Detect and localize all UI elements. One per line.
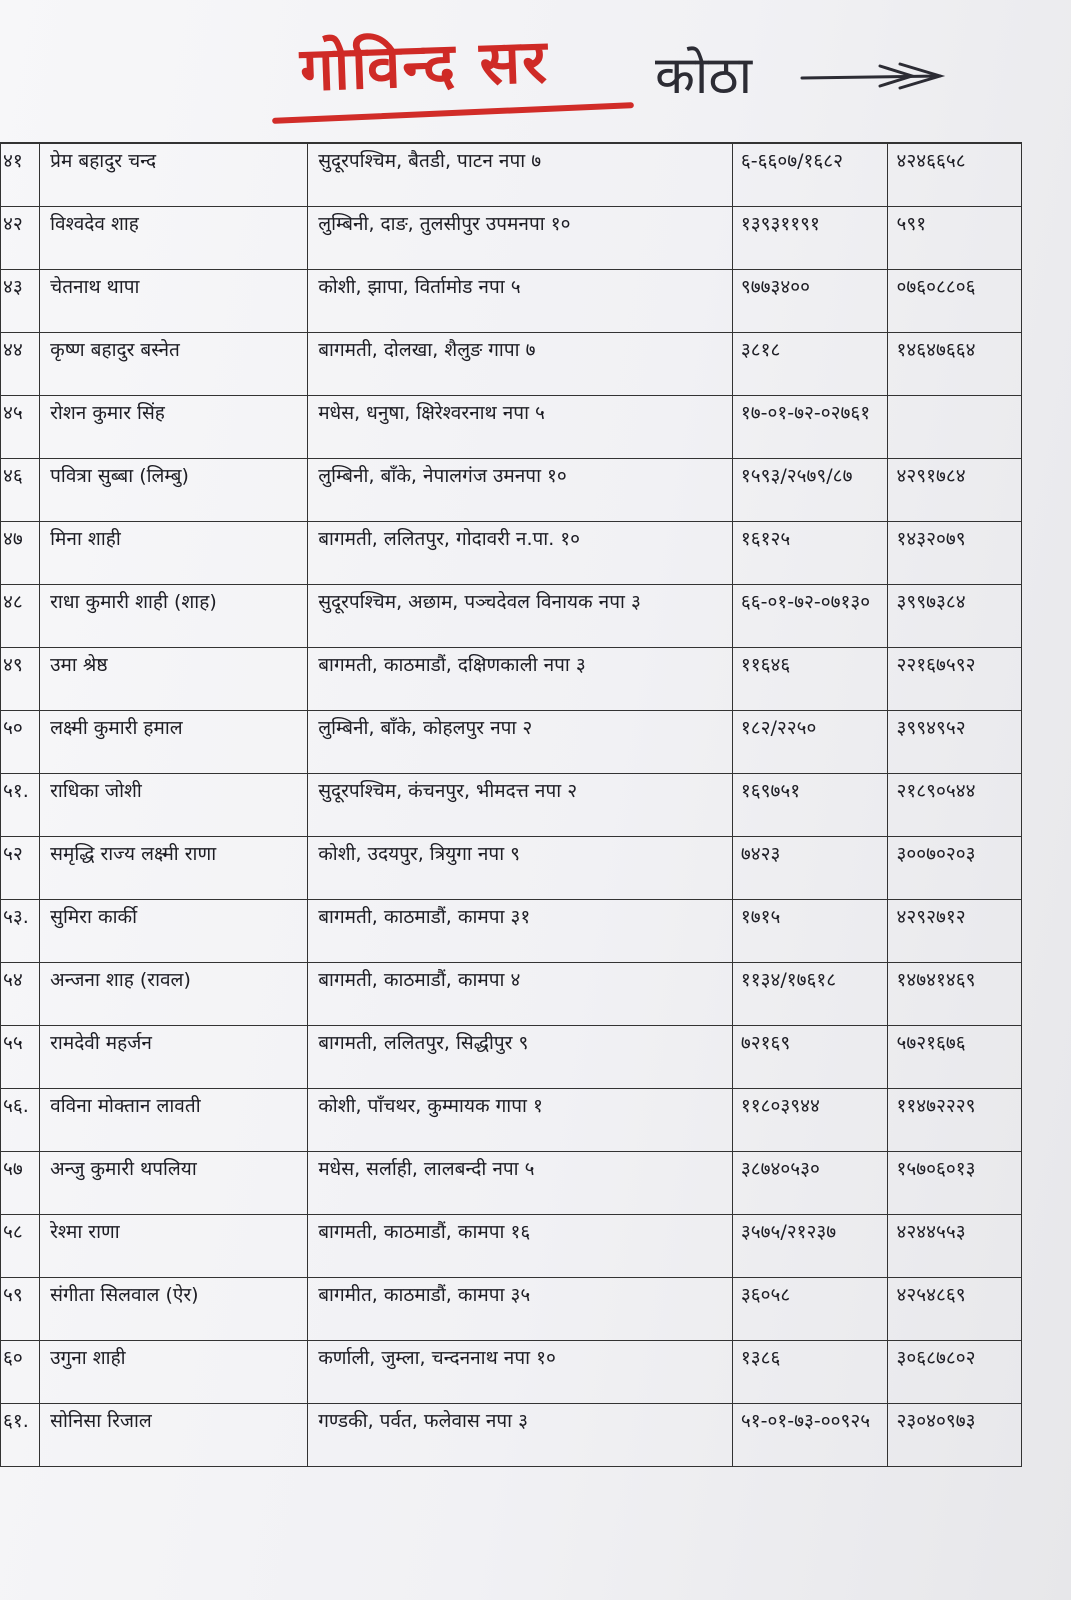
address-cell: बागमती, ललितपुर, सिद्धीपुर ९ [308, 1026, 733, 1089]
phone-number-cell: ३००७०२०३ [888, 837, 1022, 900]
phone-number-cell: १५७०६०१३ [888, 1152, 1022, 1215]
row-number-cell: ६० [1, 1341, 40, 1404]
citizenship-number-cell: ५१-०१-७३-००९२५ [732, 1404, 888, 1467]
table-row [1, 1215, 1022, 1278]
citizenship-number-cell: १६१२५ [732, 522, 888, 585]
table-row [1, 1152, 1022, 1215]
row-number-cell: ५५ [1, 1026, 40, 1089]
name-cell: समृद्धि राज्य लक्ष्मी राणा [40, 837, 308, 900]
citizenship-number-cell: ११८०३९४४ [732, 1089, 888, 1152]
phone-number-cell: २२१६७५९२ [888, 648, 1022, 711]
phone-number-cell: ११४७२२२९ [888, 1089, 1022, 1152]
phone-number-cell: ४२४४५५३ [888, 1215, 1022, 1278]
row-number-cell: ५२ [1, 837, 40, 900]
citizenship-number-cell: १७-०१-७२-०२७६१ [732, 396, 888, 459]
address-cell: मधेस, धनुषा, क्षिरेश्वरनाथ नपा ५ [308, 396, 733, 459]
name-cell: संगीता सिलवाल (ऐर) [40, 1278, 308, 1341]
table-row [1, 1404, 1022, 1467]
address-cell: बागमती, काठमाडौं, दक्षिणकाली नपा ३ [308, 648, 733, 711]
citizenship-number-cell: ७४२३ [732, 837, 888, 900]
address-cell: गण्डकी, पर्वत, फलेवास नपा ३ [308, 1404, 733, 1467]
phone-number-cell: ४२५४८६९ [888, 1278, 1022, 1341]
phone-number-cell: ३०६८७८०२ [888, 1341, 1022, 1404]
table-row [1, 711, 1022, 774]
citizenship-number-cell: ३५७५/२१२३७ [732, 1215, 888, 1278]
citizenship-number-cell: ३८७४०५३० [732, 1152, 888, 1215]
table-row [1, 963, 1022, 1026]
row-number-cell: ४२ [1, 207, 40, 270]
row-number-cell: ४५ [1, 396, 40, 459]
table-row [1, 459, 1022, 522]
name-cell: चेतनाथ थापा [40, 270, 308, 333]
row-number-cell: ६१. [1, 1404, 40, 1467]
table-row [1, 270, 1022, 333]
citizenship-number-cell: ११३४/१७६१८ [732, 963, 888, 1026]
row-number-cell: ५८ [1, 1215, 40, 1278]
table-row [1, 522, 1022, 585]
name-cell: रामदेवी महर्जन [40, 1026, 308, 1089]
address-cell: लुम्बिनी, बाँके, नेपालगंज उमनपा १० [308, 459, 733, 522]
phone-number-cell: २३०४०९७३ [888, 1404, 1022, 1467]
citizenship-number-cell: ३६०५८ [732, 1278, 888, 1341]
address-cell: सुदूरपश्चिम, बैतडी, पाटन नपा ७ [308, 143, 733, 207]
row-number-cell: ४३ [1, 270, 40, 333]
name-cell: सोनिसा रिजाल [40, 1404, 308, 1467]
records-table [0, 142, 1022, 1467]
table-row [1, 648, 1022, 711]
row-number-cell: ४१ [1, 143, 40, 207]
name-cell: प्रेम बहादुर चन्द [40, 143, 308, 207]
row-number-cell: ५६. [1, 1089, 40, 1152]
citizenship-number-cell: ६-६६०७/१६८२ [732, 143, 888, 207]
name-cell: राधिका जोशी [40, 774, 308, 837]
records-table-wrapper [0, 142, 1022, 1467]
table-row [1, 1278, 1022, 1341]
name-cell: अन्जना शाह (रावल) [40, 963, 308, 1026]
phone-number-cell: ५९१ [888, 207, 1022, 270]
citizenship-number-cell: ९७७३४०० [732, 270, 888, 333]
name-cell: सुमिरा कार्की [40, 900, 308, 963]
table-row [1, 1026, 1022, 1089]
address-cell: बागमती, काठमाडौं, कामपा १६ [308, 1215, 733, 1278]
name-cell: उगुना शाही [40, 1341, 308, 1404]
table-row [1, 1341, 1022, 1404]
address-cell: बागमती, काठमाडौं, कामपा ३१ [308, 900, 733, 963]
phone-number-cell: ४२९२७१२ [888, 900, 1022, 963]
citizenship-number-cell: १५९३/२५७९/८७ [732, 459, 888, 522]
citizenship-number-cell: १३८६ [732, 1341, 888, 1404]
citizenship-number-cell: १८२/२२५० [732, 711, 888, 774]
name-cell: अन्जु कुमारी थपलिया [40, 1152, 308, 1215]
address-cell: कर्णाली, जुम्ला, चन्दननाथ नपा १० [308, 1341, 733, 1404]
arrow-right-icon [800, 58, 950, 98]
address-cell: कोशी, उदयपुर, त्रियुगा नपा ९ [308, 837, 733, 900]
table-row [1, 837, 1022, 900]
handwritten-heading: गोविन्द सर [298, 26, 550, 106]
table-row [1, 396, 1022, 459]
citizenship-number-cell: ७२१६९ [732, 1026, 888, 1089]
address-cell: बागमती, ललितपुर, गोदावरी न.पा. १० [308, 522, 733, 585]
row-number-cell: ४७ [1, 522, 40, 585]
row-number-cell: ४६ [1, 459, 40, 522]
name-cell: विश्वदेव शाह [40, 207, 308, 270]
row-number-cell: ५० [1, 711, 40, 774]
row-number-cell: ५३. [1, 900, 40, 963]
phone-number-cell: ३९९४९५२ [888, 711, 1022, 774]
address-cell: लुम्बिनी, दाङ, तुलसीपुर उपमनपा १० [308, 207, 733, 270]
phone-number-cell: ३९९७३८४ [888, 585, 1022, 648]
address-cell: सुदूरपश्चिम, कंचनपुर, भीमदत्त नपा २ [308, 774, 733, 837]
handwritten-note: कोठा [655, 46, 753, 106]
address-cell: कोशी, झापा, विर्तामोड नपा ५ [308, 270, 733, 333]
name-cell: मिना शाही [40, 522, 308, 585]
phone-number-cell: ०७६०८८०६ [888, 270, 1022, 333]
address-cell: मधेस, सर्लाही, लालबन्दी नपा ५ [308, 1152, 733, 1215]
phone-number-cell: १४३२०७९ [888, 522, 1022, 585]
phone-number-cell: १४७४१४६९ [888, 963, 1022, 1026]
address-cell: बागमती, काठमाडौं, कामपा ४ [308, 963, 733, 1026]
citizenship-number-cell: ६६-०१-७२-०७१३० [732, 585, 888, 648]
citizenship-number-cell: १७१५ [732, 900, 888, 963]
phone-number-cell: १४६४७६६४ [888, 333, 1022, 396]
name-cell: रोशन कुमार सिंह [40, 396, 308, 459]
phone-number-cell: ४२४६६५८ [888, 143, 1022, 207]
address-cell: बागमती, दोलखा, शैलुङ गापा ७ [308, 333, 733, 396]
table-row [1, 900, 1022, 963]
citizenship-number-cell: १३९३११९१ [732, 207, 888, 270]
table-row [1, 585, 1022, 648]
row-number-cell: ४९ [1, 648, 40, 711]
table-row [1, 143, 1022, 207]
table-row [1, 207, 1022, 270]
address-cell: बागमीत, काठमाडौं, कामपा ३५ [308, 1278, 733, 1341]
name-cell: लक्ष्मी कुमारी हमाल [40, 711, 308, 774]
name-cell: उमा श्रेष्ठ [40, 648, 308, 711]
address-cell: लुम्बिनी, बाँके, कोहलपुर नपा २ [308, 711, 733, 774]
row-number-cell: ५७ [1, 1152, 40, 1215]
name-cell: राधा कुमारी शाही (शाह) [40, 585, 308, 648]
name-cell: कृष्ण बहादुर बस्नेत [40, 333, 308, 396]
phone-number-cell [888, 396, 1022, 459]
name-cell: रेश्मा राणा [40, 1215, 308, 1278]
table-row [1, 1089, 1022, 1152]
phone-number-cell: २१८९०५४४ [888, 774, 1022, 837]
name-cell: पवित्रा सुब्बा (लिम्बु) [40, 459, 308, 522]
citizenship-number-cell: ११६४६ [732, 648, 888, 711]
citizenship-number-cell: ३८१८ [732, 333, 888, 396]
row-number-cell: ५९ [1, 1278, 40, 1341]
row-number-cell: ४८ [1, 585, 40, 648]
phone-number-cell: ५७२१६७६ [888, 1026, 1022, 1089]
row-number-cell: ४४ [1, 333, 40, 396]
table-row [1, 333, 1022, 396]
row-number-cell: ५४ [1, 963, 40, 1026]
table-row [1, 774, 1022, 837]
row-number-cell: ५१. [1, 774, 40, 837]
address-cell: सुदूरपश्चिम, अछाम, पञ्चदेवल विनायक नपा ३ [308, 585, 733, 648]
name-cell: ववि‍ना मोक्तान लावती [40, 1089, 308, 1152]
address-cell: कोशी, पाँचथर, कुम्मायक गापा १ [308, 1089, 733, 1152]
phone-number-cell: ४२९१७८४ [888, 459, 1022, 522]
citizenship-number-cell: १६९७५१ [732, 774, 888, 837]
